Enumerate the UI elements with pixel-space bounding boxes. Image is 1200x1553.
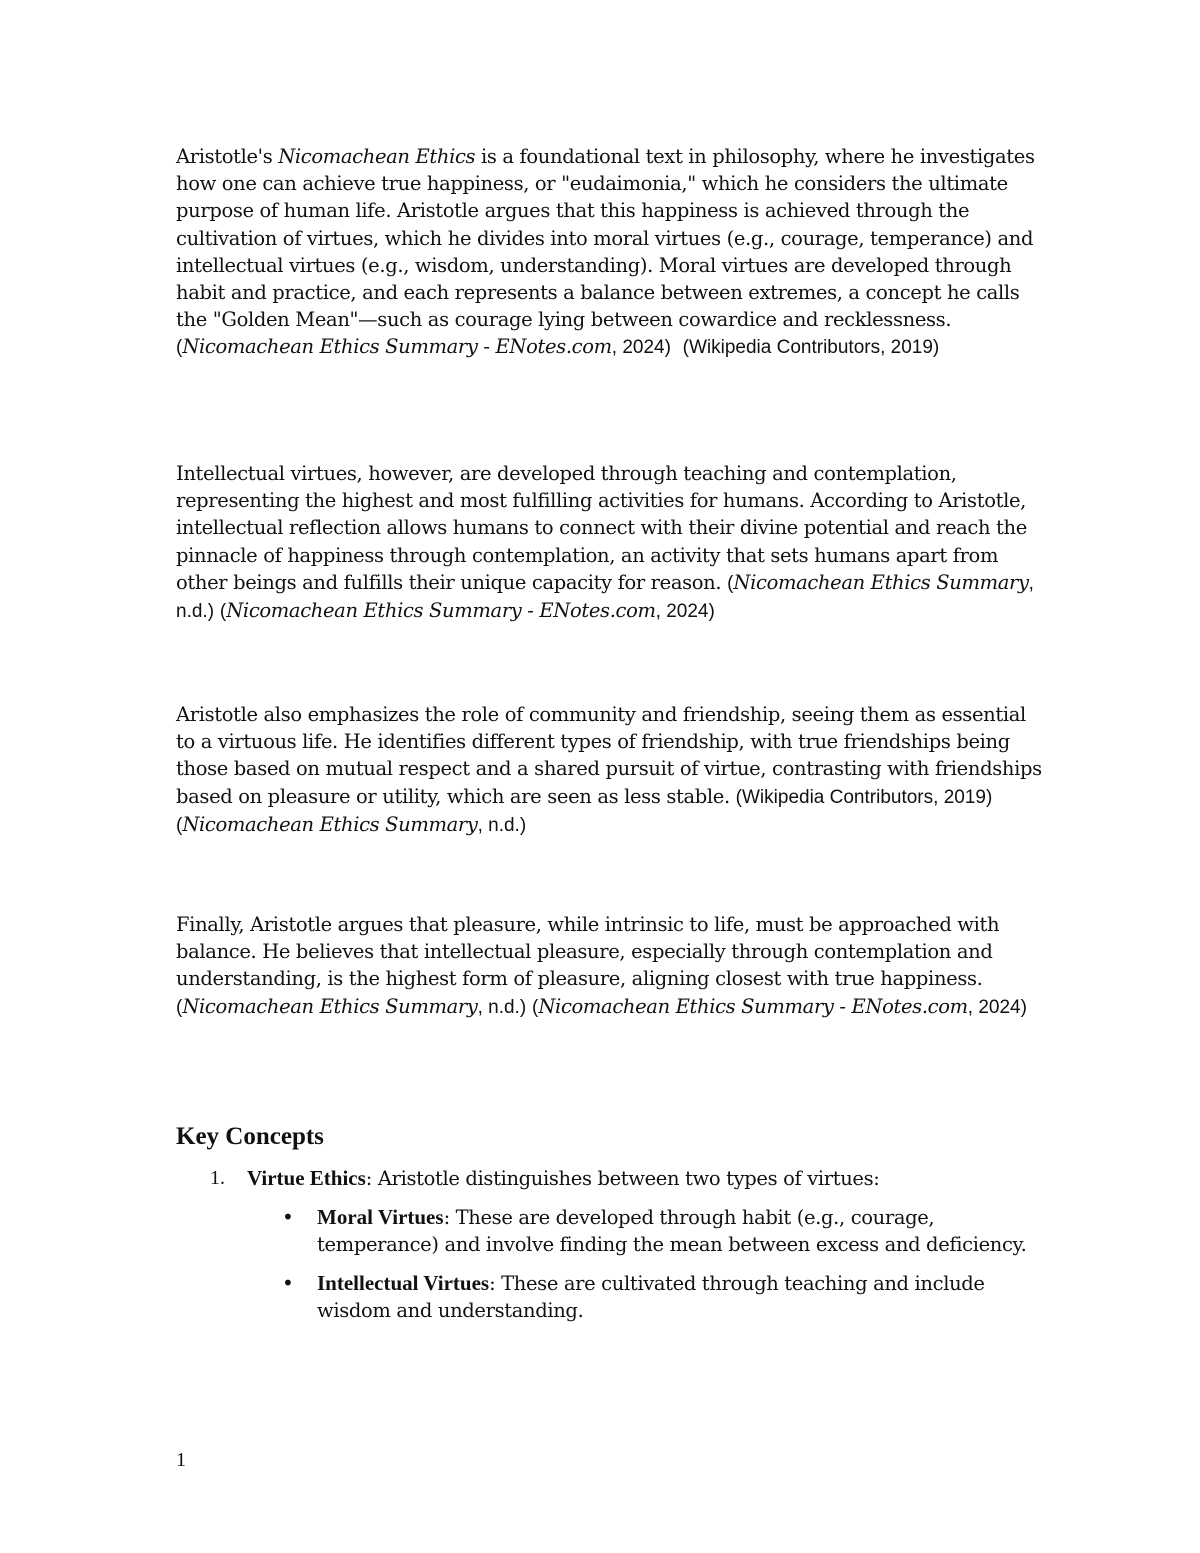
citation-open: (: [532, 996, 539, 1018]
paragraph-text: is a foundational text in philosophy, where he investigates how one can achieve true happiness, or "eudaimonia," which he considers the ultimate purpose of human life. Aristotle argues that this happiness is achieved through the cultivation of virtues, which he divides into moral virtues (e.g., courage, temperance) and intellectual virtues (e.g., wisdom, understanding). Moral virtues are developed through habit and practice, and each represents a balance between extremes, a concept he calls the "Golden Mean"—such as courage lying between cowardice and recklessness.: [176, 145, 1035, 332]
citation-close: , 2024): [611, 337, 671, 359]
citation-open: (: [727, 572, 734, 594]
bullet-text: : These are developed through habit (e.g., courage, temperance) and involve finding the mean between excess and deficiency.: [317, 1206, 1027, 1257]
paragraph-text: Finally, Aristotle argues that pleasure, while intrinsic to life, must be approached with balance. He believes that intellectual pleasure, especially through contemplation and understanding, is the highest form of pleasure, aligning closest with true happiness.: [176, 913, 1000, 991]
citation-title: Nicomachean Ethics Summary - ENotes.com: [226, 599, 656, 623]
citation-open: (: [176, 337, 183, 359]
citation-title: Nicomachean Ethics Summary: [733, 570, 1029, 594]
paragraph-text: Intellectual virtues, however, are developed through teaching and contemplation, representing the highest and most fulfilling activities for humans. According to Aristotle, intellectual reflection allows humans to connect with their divine potential and reach the pinnacle of happiness through contemplation, an activity that sets humans apart from other beings and fulfills their unique capacity for reason.: [176, 462, 1027, 594]
paragraph-intro: [176, 143, 1046, 362]
bullet-text: : These are cultivated through teaching and include wisdom and understanding.: [317, 1272, 985, 1323]
citation-close: , n.d.): [477, 996, 527, 1018]
list-item-text: : Aristotle distinguishes between two types of virtues:: [365, 1167, 880, 1190]
citation-close: , 2024): [655, 601, 715, 623]
citation-open: (: [219, 601, 227, 623]
bullet-icon: •: [282, 1205, 294, 1229]
citation: (Wikipedia Contributors, 2019): [682, 337, 940, 359]
citation-title: Nicomachean Ethics Summary - ENotes.com: [182, 335, 612, 359]
list-number: 1.: [210, 1167, 225, 1189]
bullet-item-moral-virtues: [317, 1204, 1047, 1258]
bullet-term: Intellectual Virtues: [317, 1271, 490, 1295]
paragraph-intellectual-virtues: [176, 460, 1046, 625]
citation-close: , n.d.): [477, 814, 527, 836]
section-heading: Key Concepts: [176, 1123, 324, 1150]
paragraph-text: Aristotle's: [176, 145, 279, 168]
paragraph-pleasure: [176, 911, 1046, 1021]
citation-open: (: [176, 996, 183, 1018]
citation-close: , n.d.): [176, 572, 1034, 623]
citation-open: (: [176, 814, 183, 836]
citation-title: Nicomachean Ethics Summary: [182, 994, 478, 1018]
citation-title: Nicomachean Ethics Summary - ENotes.com: [538, 994, 968, 1018]
citation-title: Nicomachean Ethics Summary: [182, 812, 478, 836]
page-number: 1: [176, 1449, 186, 1471]
list-item-term: Virtue Ethics: [247, 1166, 366, 1190]
paragraph-text: Aristotle also emphasizes the role of community and friendship, seeing them as essential to a virtuous life. He identifies different types of friendship, with true friendships being those based on mutual respect and a shared pursuit of virtue, contrasting with friendships based on pleasure or utility, which are seen as less stable.: [176, 703, 1042, 808]
book-title: Nicomachean Ethics: [278, 145, 476, 168]
bullet-term: Moral Virtues: [317, 1205, 444, 1229]
citation: (Wikipedia Contributors, 2019): [735, 786, 993, 808]
list-item: [247, 1165, 1047, 1192]
bullet-icon: •: [282, 1271, 294, 1295]
citation-close: , 2024): [967, 996, 1027, 1018]
bullet-item-intellectual-virtues: [317, 1270, 1047, 1324]
paragraph-friendship: [176, 701, 1046, 839]
